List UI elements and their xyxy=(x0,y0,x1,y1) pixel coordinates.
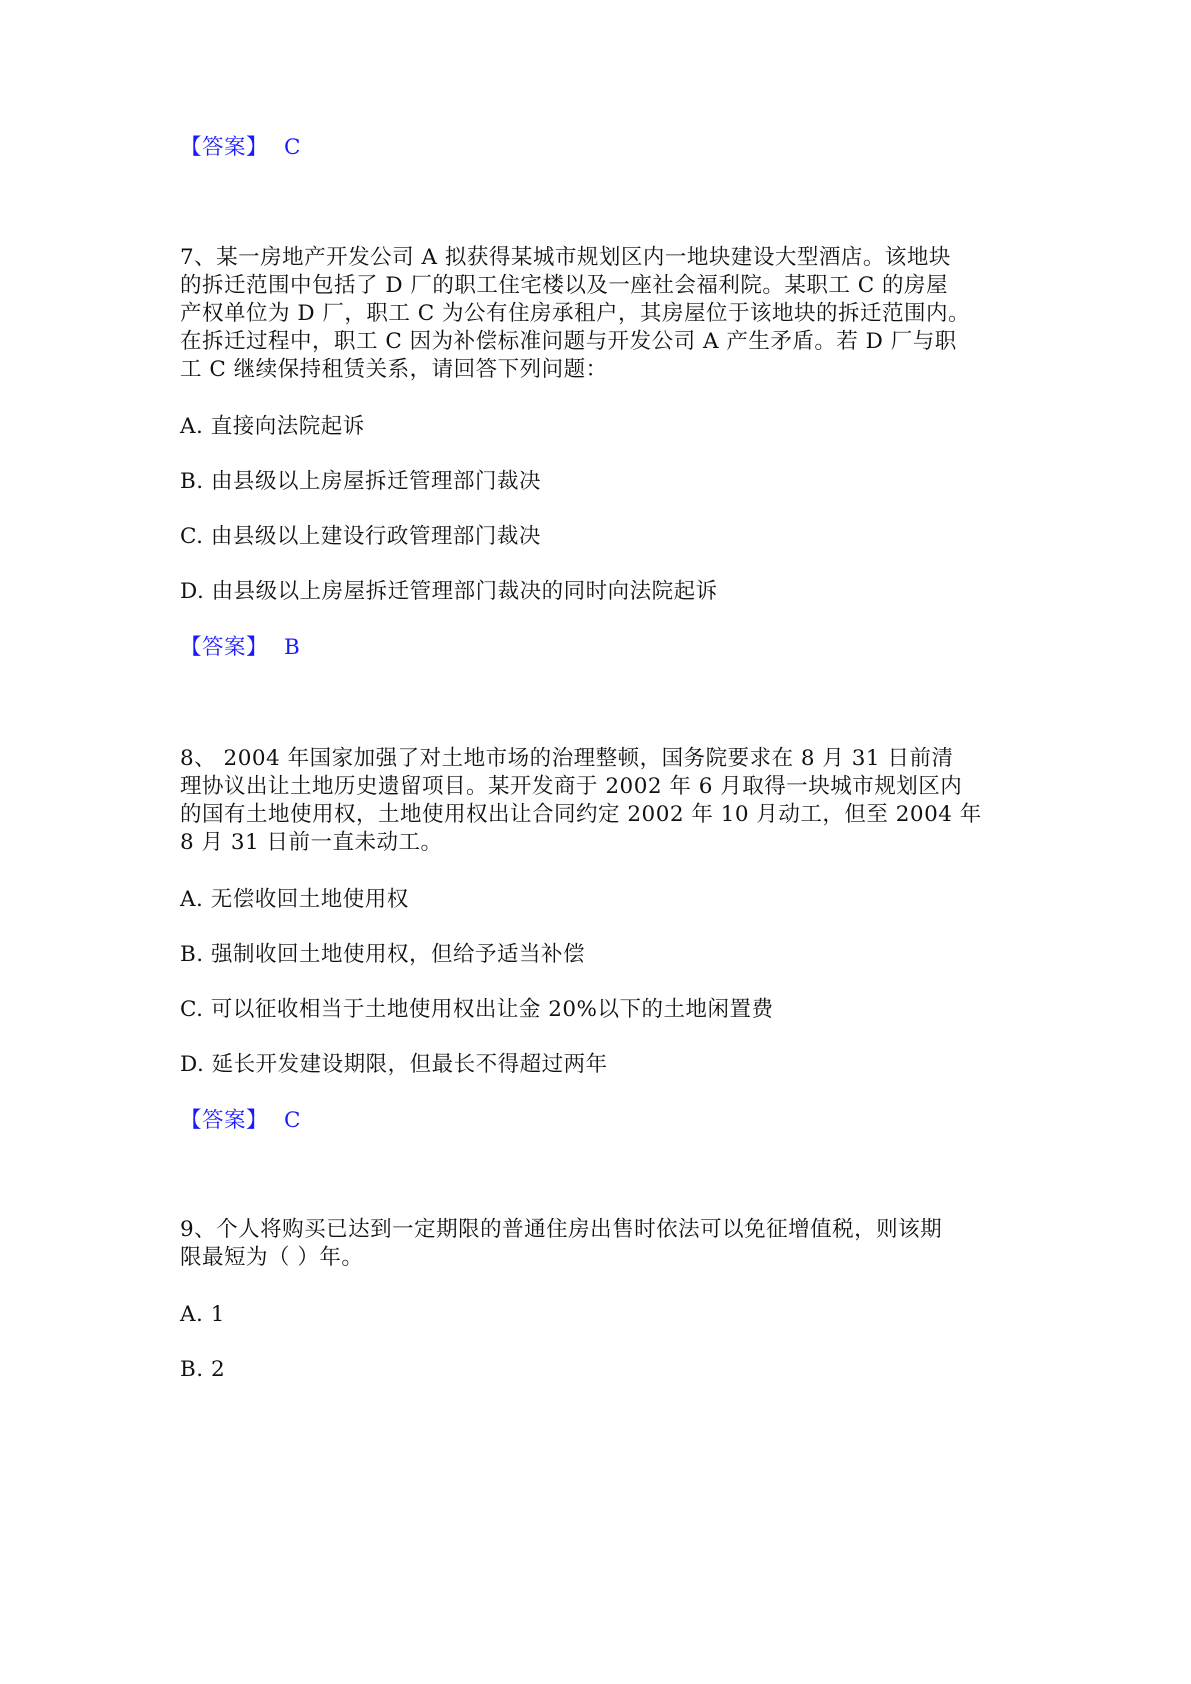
q7-option-b: B. 由县级以上房屋拆迁管理部门裁决 xyxy=(180,469,541,494)
answer-value: C xyxy=(284,135,301,160)
q7-option-c: C. 由县级以上建设行政管理部门裁决 xyxy=(180,524,541,549)
answer-q6 xyxy=(180,134,301,162)
q8-option-c: C. 可以征收相当于土地使用权出让金 20%以下的土地闲置费 xyxy=(180,997,774,1022)
q9-text-line: 限最短为（ ）年。 xyxy=(180,1245,364,1270)
answer-label: 【答案】 xyxy=(180,135,269,160)
answer-label: 【答案】 xyxy=(180,1108,269,1133)
q9-text-line: 9、个人将购买已达到一定期限的普通住房出售时依法可以免征增值税，则该期 xyxy=(180,1217,943,1242)
answer-q8 xyxy=(180,1107,301,1135)
q7-text-line: 的拆迁范围中包括了 D 厂的职工住宅楼以及一座社会福利院。某职工 C 的房屋 xyxy=(180,273,949,298)
q8-text-line: 的国有土地使用权，土地使用权出让合同约定 2002 年 10 月动工，但至 2004 年 xyxy=(180,802,982,827)
q8-option-d: D. 延长开发建设期限，但最长不得超过两年 xyxy=(180,1052,608,1077)
q7-text-line: 在拆迁过程中，职工 C 因为补偿标准问题与开发公司 A 产生矛盾。若 D 厂与职 xyxy=(180,329,957,354)
q9-option-a: A. 1 xyxy=(180,1302,225,1327)
q7-text-line: 工 C 继续保持租赁关系，请回答下列问题： xyxy=(180,357,608,382)
q8-option-a: A. 无偿收回土地使用权 xyxy=(180,887,409,912)
answer-value: B xyxy=(284,635,301,660)
answer-q7 xyxy=(180,634,300,662)
q7-option-a: A. 直接向法院起诉 xyxy=(180,414,365,439)
answer-value: C xyxy=(284,1108,301,1133)
q9-option-b: B. 2 xyxy=(180,1357,226,1382)
q7-option-d: D. 由县级以上房屋拆迁管理部门裁决的同时向法院起诉 xyxy=(180,579,718,604)
q8-option-b: B. 强制收回土地使用权，但给予适当补偿 xyxy=(180,942,585,967)
q7-text-line: 产权单位为 D 厂，职工 C 为公有住房承租户，其房屋位于该地块的拆迁范围内。 xyxy=(180,301,971,326)
q8-text-line: 8、 2004 年国家加强了对土地市场的治理整顿，国务院要求在 8 月 31 日前清 xyxy=(180,746,954,771)
q7-text-line: 7、某一房地产开发公司 A 拟获得某城市规划区内一地块建设大型酒店。该地块 xyxy=(180,245,951,270)
q8-text-line: 8 月 31 日前一直未动工。 xyxy=(180,830,443,855)
q8-text-line: 理协议出让土地历史遗留项目。某开发商于 2002 年 6 月取得一块城市规划区内 xyxy=(180,774,963,799)
answer-label: 【答案】 xyxy=(180,635,269,660)
